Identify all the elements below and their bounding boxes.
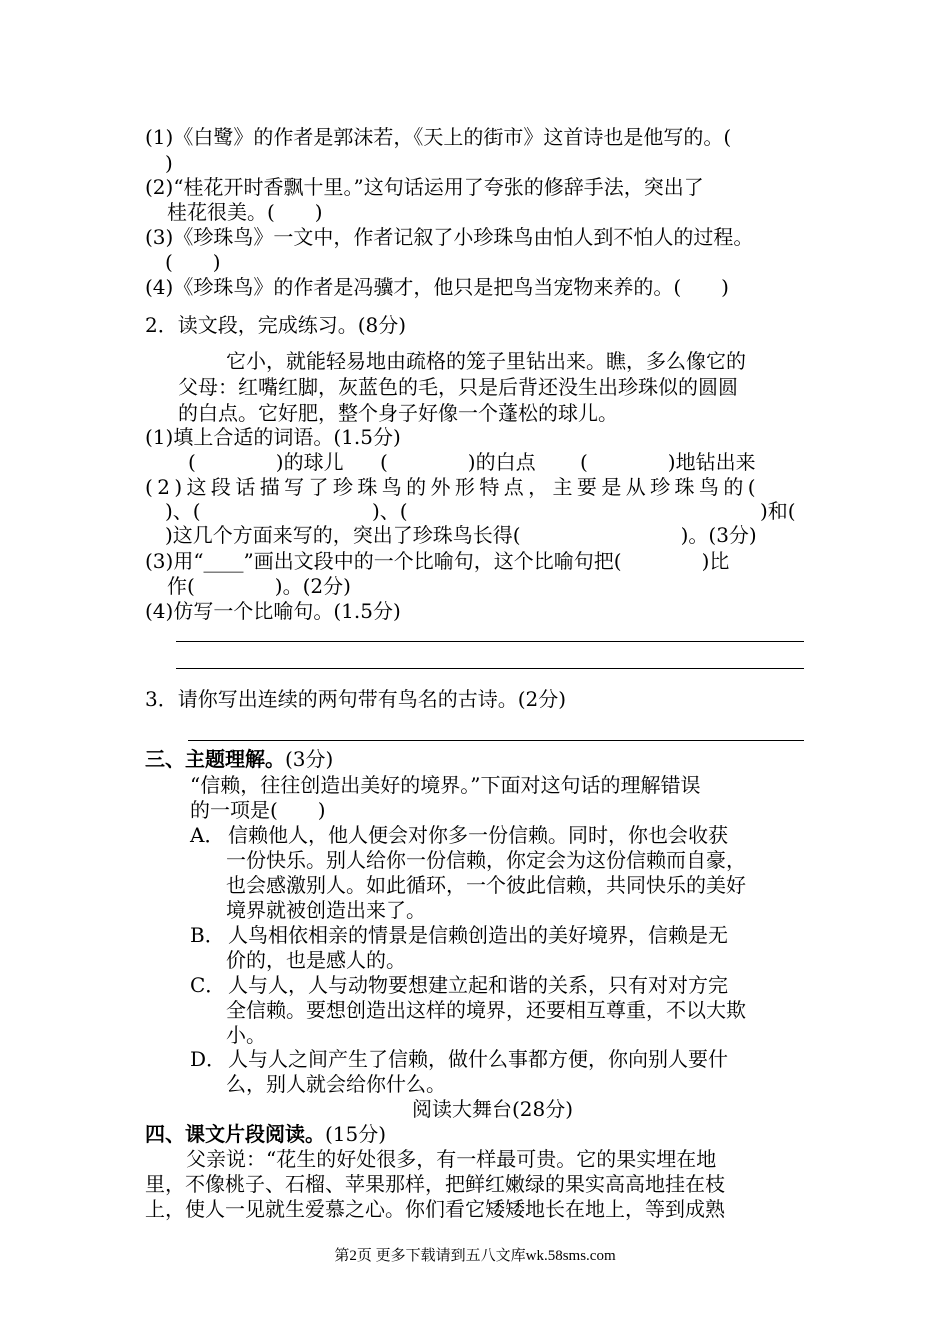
stage-title: 阅读大舞台(28分)	[412, 1097, 574, 1121]
section3-stem-line-1: “信赖，往往创造出美好的境界。”下面对这句话的理解错误	[190, 773, 701, 797]
sub1-blank-ball: ( )的球儿	[188, 450, 344, 474]
answer-line-3[interactable]	[188, 740, 804, 741]
section4-passage-line-3: 上，使人一见就生爱慕之心。你们看它矮矮地长在地上，等到成熟	[145, 1197, 725, 1221]
section3-score: (3分)	[285, 747, 334, 771]
option-c-line-1: 人与人，人与动物要想建立起和谐的关系，只有对对方完	[228, 973, 728, 997]
reading2-passage-line-2: 父母：红嘴红脚，灰蓝色的毛，只是后背还没生出珍珠似的圆圆	[178, 375, 738, 399]
q3-heading: 3．请你写出连续的两句带有鸟名的古诗。(2分)	[145, 687, 567, 711]
option-c-line-2: 全信赖。要想创造出这样的境界，还要相互尊重，不以大欺	[226, 998, 746, 1022]
option-a-label: A．	[190, 823, 225, 847]
sub2-line-3: )这几个方面来写的，突出了珍珠鸟长得( )。(3分)	[165, 523, 757, 547]
section3-header	[145, 746, 333, 772]
option-d-line-1: 人与人之间产生了信赖，做什么事都方便，你向别人要什	[228, 1047, 728, 1071]
sub2-blank-3: )和(	[760, 499, 796, 523]
option-c-label: C．	[190, 973, 226, 997]
option-d-line-2: 么，别人就会给你什么。	[226, 1072, 446, 1096]
answer-line-2[interactable]	[176, 668, 804, 669]
judge-item-3-line-1: (3)《珍珠鸟》一文中，作者记叙了小珍珠鸟由怕人到不怕人的过程。	[145, 225, 754, 249]
judge-item-3-line-2: ( )	[165, 250, 221, 274]
option-b-line-2: 价的，也是感人的。	[226, 948, 406, 972]
section3-stem-line-2: 的一项是( )	[190, 798, 326, 822]
judge-item-2-line-1: (2)“桂花开时香飘十里。”这句话运用了夸张的修辞手法，突出了	[145, 175, 704, 199]
option-b-label: B．	[190, 923, 225, 947]
option-a-line-4: 境界就被创造出来了。	[226, 898, 426, 922]
option-d-label: D．	[190, 1047, 227, 1071]
section4-header	[145, 1121, 386, 1147]
page-footer: 第2页 更多下载请到五八文库wk.58sms.com	[334, 1248, 616, 1264]
judge-item-4: (4)《珍珠鸟》的作者是冯骥才，他只是把鸟当宠物来养的。( )	[145, 275, 729, 299]
sub1-blank-drill: ( )地钻出来	[580, 450, 756, 474]
section4-passage-line-2: 里，不像桃子、石榴、苹果那样，把鲜红嫩绿的果实高高地挂在枝	[145, 1172, 725, 1196]
section3-title: 三、主题理解。	[145, 747, 285, 771]
reading2-passage-line-3: 的白点。它好肥，整个身子好像一个蓬松的球儿。	[178, 401, 618, 425]
reading2-heading: 2．读文段，完成练习。(8分)	[145, 313, 407, 337]
judge-item-1-line-2: )	[165, 151, 173, 175]
answer-line-1[interactable]	[176, 641, 804, 642]
option-a-line-2: 一份快乐。别人给你一份信赖，你定会为这份信赖而自豪，	[226, 848, 746, 872]
option-b-line-1: 人鸟相依相亲的情景是信赖创造出的美好境界，信赖是无	[228, 923, 728, 947]
sub4-title: (4)仿写一个比喻句。(1.5分)	[145, 599, 401, 623]
option-a-line-1: 信赖他人，他人便会对你多一份信赖。同时，你也会收获	[228, 823, 728, 847]
judge-item-2-line-2: 桂花很美。( )	[167, 200, 323, 224]
option-a-line-3: 也会感激别人。如此循环，一个彼此信赖，共同快乐的美好	[226, 873, 746, 897]
judge-item-1-line-1: (1)《白鹭》的作者是郭沫若，《天上的街市》这首诗也是他写的。(	[145, 125, 732, 149]
reading2-passage-line-1: 它小，就能轻易地由疏格的笼子里钻出来。瞧，多么像它的	[226, 349, 746, 373]
option-c-line-3: 小。	[226, 1023, 266, 1047]
section4-passage-line-1: 父亲说：“花生的好处很多，有一样最可贵。它的果实埋在地	[186, 1147, 717, 1171]
sub2-blank-2: )、(	[372, 499, 408, 523]
sub3-line-2: 作( )。(2分)	[167, 574, 351, 598]
section4-score: (15分)	[325, 1122, 387, 1146]
sub2-blank-1: )、(	[165, 499, 201, 523]
sub1-blank-dots: ( )的白点	[380, 450, 536, 474]
sub3-line-1: (3)用“____”画出文段中的一个比喻句，这个比喻句把( )比	[145, 549, 730, 573]
section4-title: 四、课文片段阅读。	[145, 1122, 325, 1146]
sub2-line-1: (2)这段话描写了珍珠鸟的外形特点，主要是从珍珠鸟的(	[145, 475, 760, 499]
sub1-title: (1)填上合适的词语。(1.5分)	[145, 425, 401, 449]
